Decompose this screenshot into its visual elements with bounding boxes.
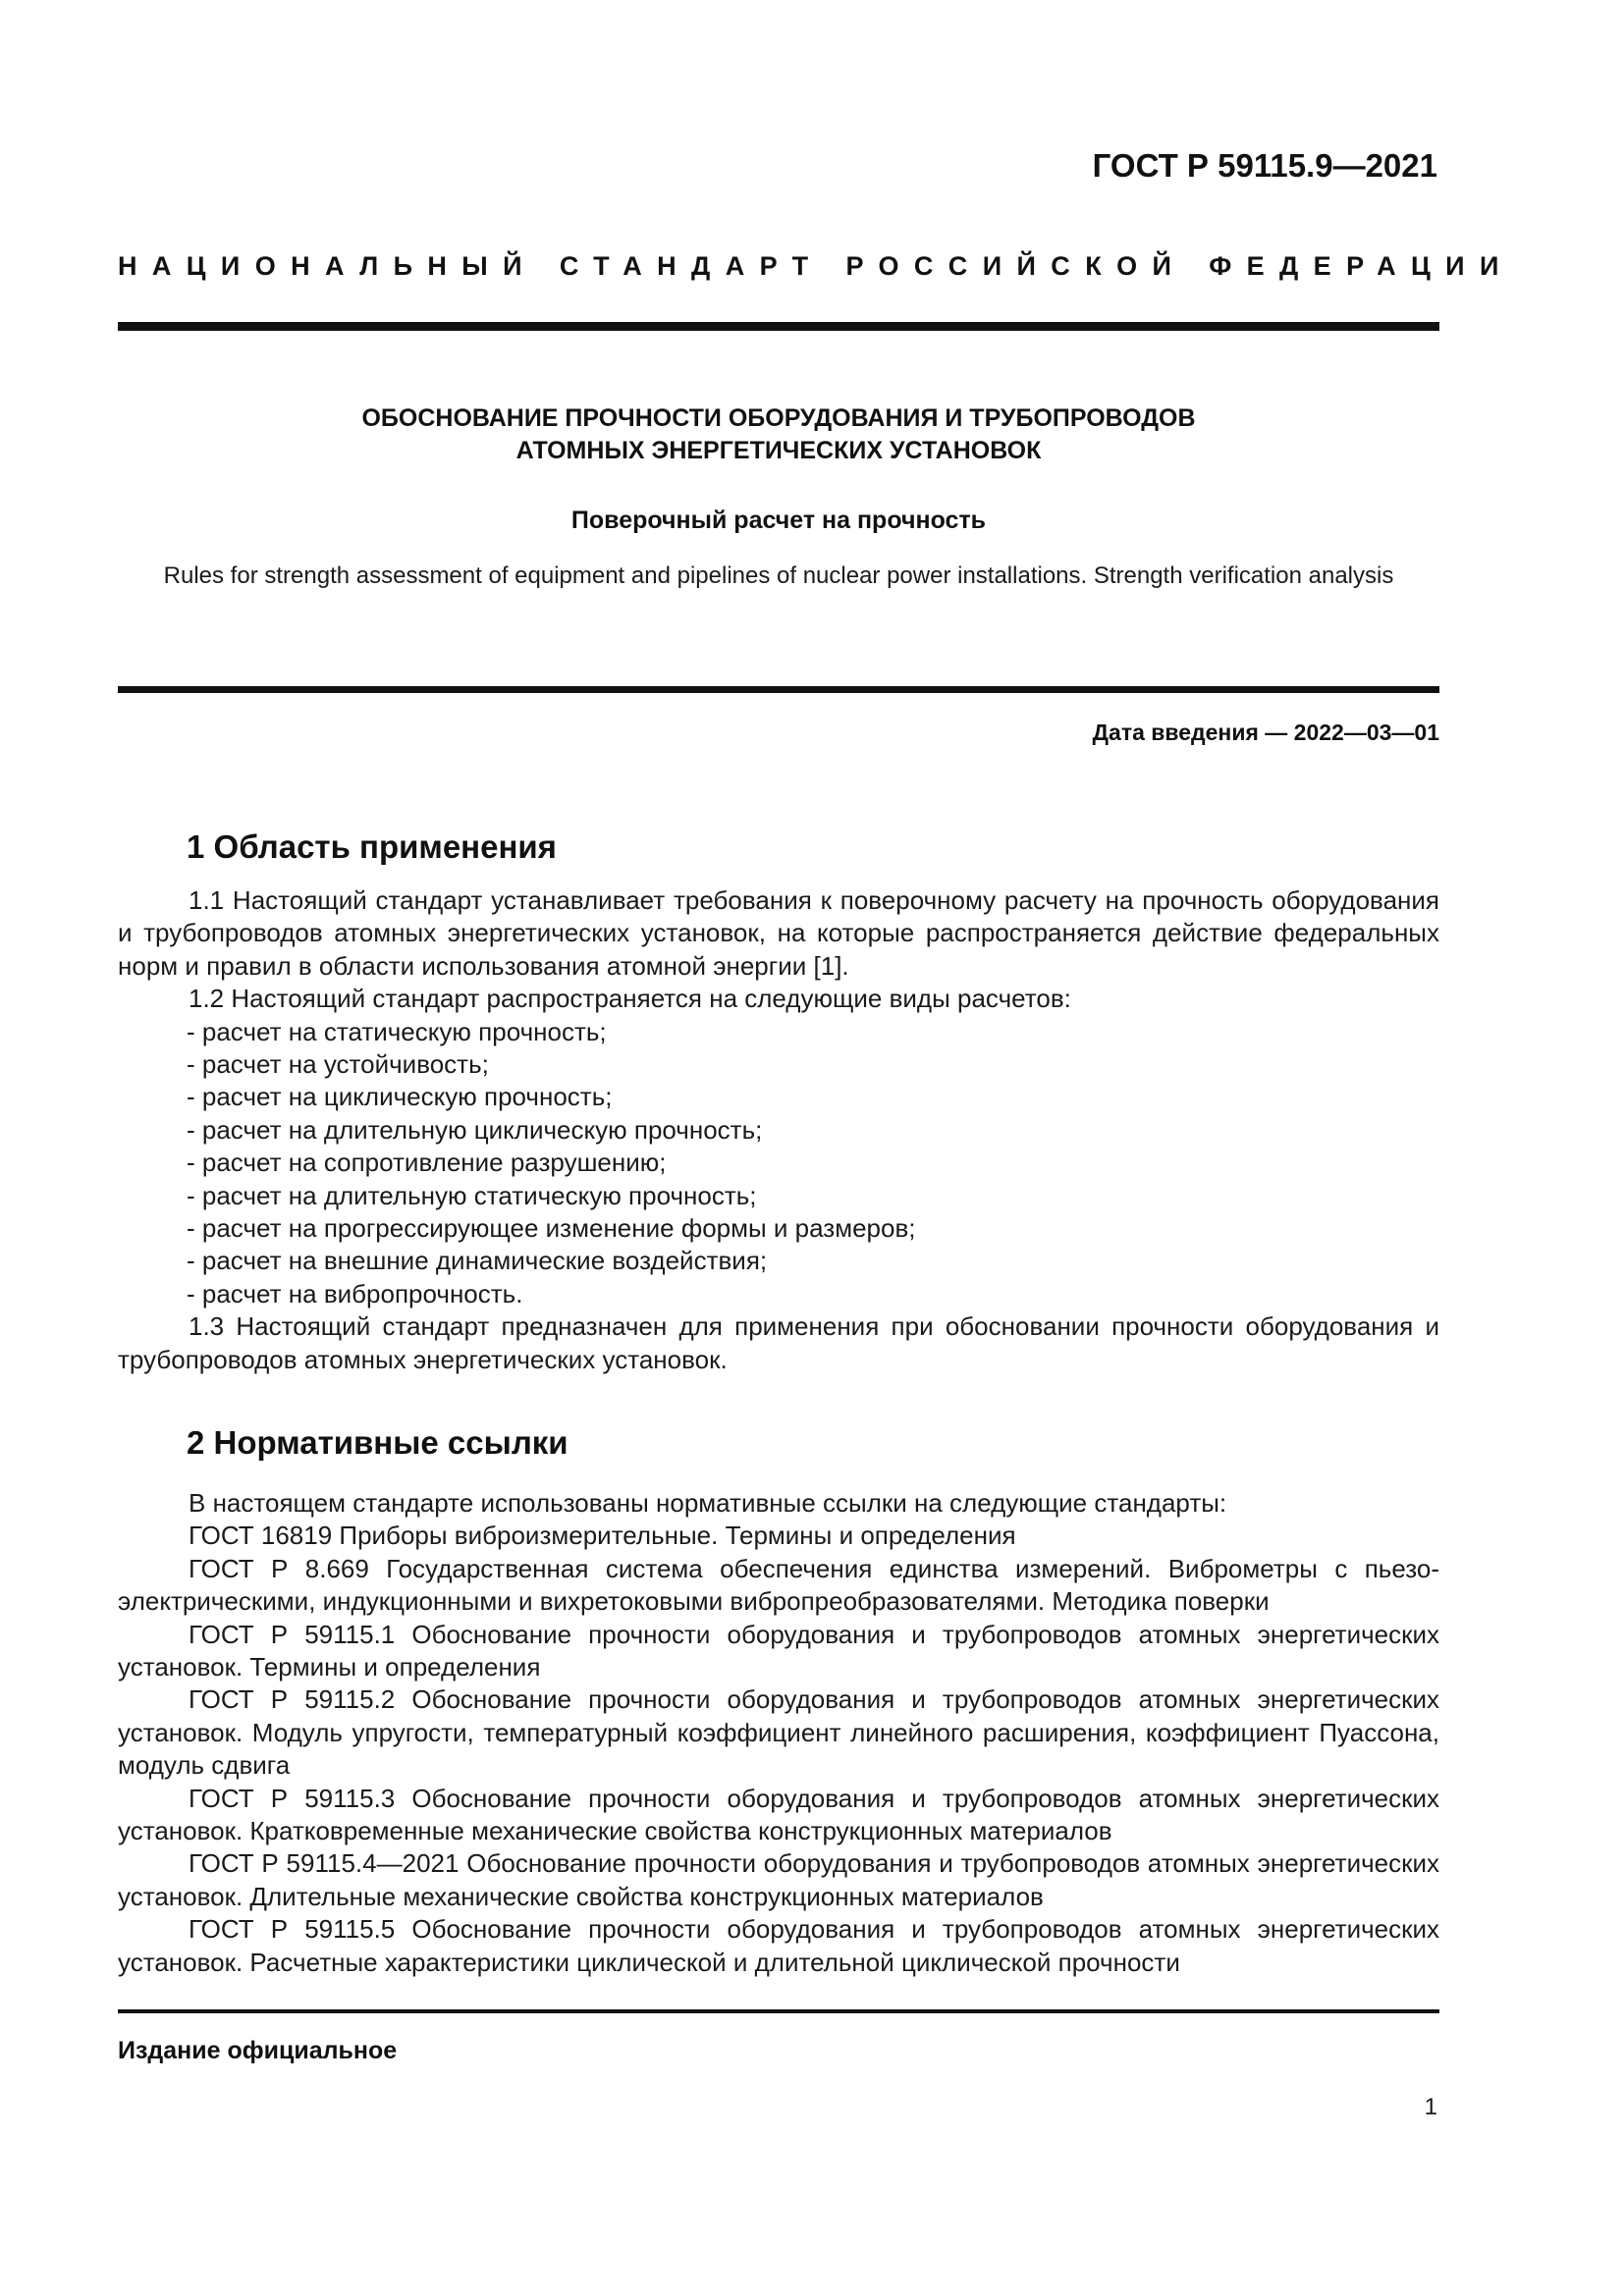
middle-divider <box>118 686 1439 693</box>
clause-1-2: 1.2 Настоящий стандарт распространяется на следующие виды расчетов: <box>189 984 1071 1014</box>
list-item: - расчет на сопротивление разрушению; <box>187 1148 667 1178</box>
reference-item: ГОСТ Р 59115.3 Обоснование прочности оборудования и трубопроводов атомных энергетических установок. Кратковременные механические свойства конструкционных материалов <box>118 1783 1439 1846</box>
list-item: - расчет на длительную статическую прочность; <box>187 1180 757 1210</box>
reference-item: ГОСТ Р 59115.4—2021 Обоснование прочности оборудования и трубопроводов атомных энергетических установок. Длительные механические свойства конструкционных материалов <box>118 1848 1439 1911</box>
page-number: 1 <box>1424 2094 1437 2120</box>
list-item: - расчет на внешние динамические воздействия; <box>187 1246 768 1276</box>
edition-note: Издание официальное <box>118 2037 398 2064</box>
title-block <box>118 402 1439 590</box>
top-divider <box>118 322 1439 331</box>
clause-1-3: 1.3 Настоящий стандарт предназначен для применения при обосновании прочности оборудования и трубопроводов атомных энергетических установок. <box>118 1311 1439 1374</box>
reference-item: ГОСТ Р 8.669 Государственная система обеспечения единства измерений. Виброметры с пьезоэлектрическими, индукционными и вихретоковыми вибропреобразователями. Методика поверки <box>118 1553 1439 1617</box>
bottom-divider <box>118 2009 1439 2013</box>
reference-item: ГОСТ 16819 Приборы виброизмерительные. Термины и определения <box>189 1521 1016 1551</box>
list-item: - расчет на длительную циклическую прочность; <box>187 1114 763 1145</box>
reference-item: ГОСТ Р 59115.5 Обоснование прочности оборудования и трубопроводов атомных энергетических установок. Расчетные характеристики циклической и длительной циклической прочности <box>118 1914 1439 1977</box>
list-item: - расчет на прогрессирующее изменение формы и размеров; <box>187 1213 916 1244</box>
list-item: - расчет на циклическую прочность; <box>187 1082 613 1112</box>
reference-item: ГОСТ Р 59115.2 Обоснование прочности оборудования и трубопроводов атомных энергетических установок. Модуль упругости, температурный коэффициент линейного расширения, коэффициент Пуассона, модуль сдвига <box>118 1684 1439 1781</box>
english-title: Rules for strength assessment of equipment and pipelines of nuclear power installations. Strength verification analysis <box>163 562 1394 589</box>
introduction-date: Дата введения — 2022—03—01 <box>1092 720 1439 745</box>
list-item: - расчет на устойчивость; <box>187 1049 489 1080</box>
section-1-body <box>118 884 1439 1376</box>
standard-banner: НАЦИОНАЛЬНЫЙ СТАНДАРТ РОССИЙСКОЙ ФЕДЕРАЦИИ <box>118 251 1514 281</box>
list-item: - расчет на вибропрочность. <box>187 1278 523 1308</box>
section-2-body <box>118 1487 1439 1979</box>
reference-item: ГОСТ Р 59115.1 Обоснование прочности оборудования и трубопроводов атомных энергетических установок. Термины и определения <box>118 1619 1439 1682</box>
title-line-2: АТОМНЫХ ЭНЕРГЕТИЧЕСКИХ УСТАНОВОК <box>515 437 1042 464</box>
section-1-heading: 1 Область применения <box>187 828 557 865</box>
references-intro: В настоящем стандарте использованы нормативные ссылки на следующие стандарты: <box>189 1488 1227 1518</box>
clause-1-1: 1.1 Настоящий стандарт устанавливает требования к поверочному расчету на прочность оборудования и трубопроводов атомных энергетических установок, на которые распространяется действие федеральных норм и правил в области использования атомной энергии [1]. <box>118 885 1439 981</box>
title-line-1: ОБОСНОВАНИЕ ПРОЧНОСТИ ОБОРУДОВАНИЯ И ТРУБОПРОВОДОВ <box>361 404 1196 432</box>
document-code: ГОСТ Р 59115.9—2021 <box>1092 147 1437 184</box>
section-2-heading: 2 Нормативные ссылки <box>187 1424 568 1461</box>
list-item: - расчет на статическую прочность; <box>187 1016 607 1046</box>
subtitle: Поверочный расчет на прочность <box>570 507 987 534</box>
